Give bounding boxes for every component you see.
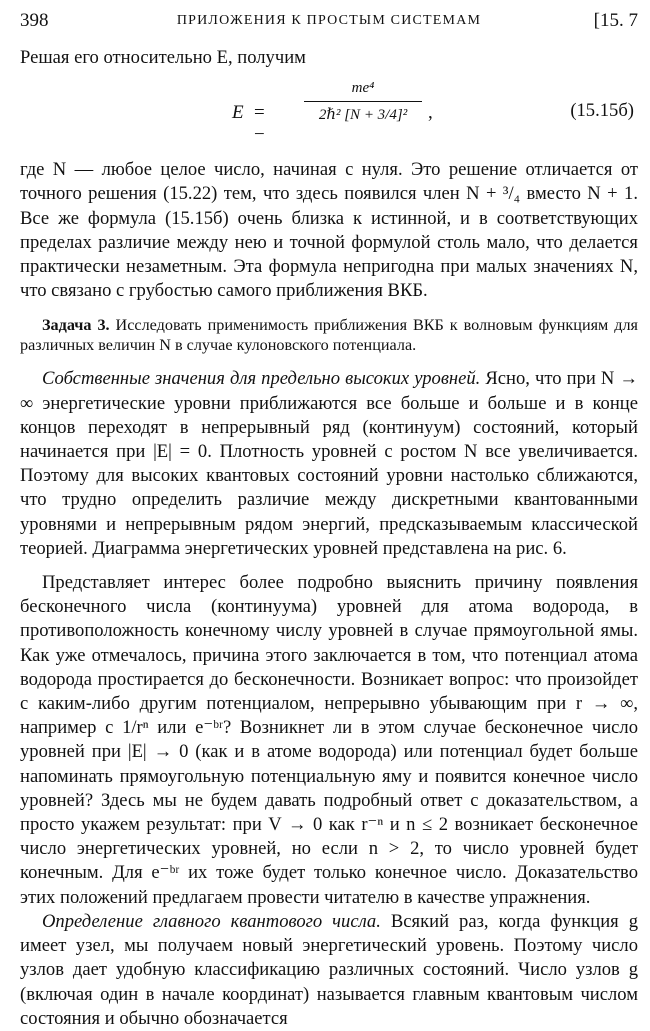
paragraph-1: где N — любое целое число, начиная с нуля. Это решение отличается от точного решения (15.22) тем, что здесь появился член N + ³/₄ вместо N + 1. Все же формула (15.15б) очень близка к истинной, и в соответствующих пределах различие между нею и точной формулой столь мало, что делается практически незаметным. Эта формула непригодна при малых значениях N, что связано с грубостью самого приближения ВКБ. — [20, 159, 638, 302]
equation-comma: , — [428, 102, 433, 124]
paragraph-2-text: Ясно, что при N → ∞ энергетические уровни приближаются все больше и больше и в конце концов переходят в непрерывный ряд (континуум) состояний, который начинается при |E| = 0. Плотность уровней с ростом N все увеличивается. Поэтому для высоких квантовых состояний уровни настолько сближаются, что трудно определить различие между дискретными квантованными уровнями и непрерывным рядом энергий, предсказываемым классической теорией. Диаграмма энергетических уровней представлена на рис. 6. — [20, 368, 638, 559]
running-title: ПРИЛОЖЕНИЯ К ПРОСТЫМ СИСТЕМАМ — [176, 13, 482, 28]
equation-number: (15.15б) — [570, 100, 634, 122]
task-text: Исследовать применимость приближения ВКБ к волновым функциям для различных величин N в случае кулоновского потенциала. — [20, 316, 639, 355]
section-number: [15. 7 — [593, 10, 638, 31]
equation-lhs: E — [232, 102, 244, 124]
fraction-numerator: me⁴ — [351, 80, 375, 97]
paragraph-4-title: Определение главного квантового числа. — [42, 910, 381, 932]
equation-15-15b — [20, 70, 638, 158]
page-number: 398 — [20, 10, 49, 31]
running-header — [20, 10, 638, 36]
intro-line: Решая его относительно E, получим — [20, 47, 306, 68]
task-3 — [20, 315, 638, 355]
paragraph-4-text: Всякий раз, когда функция g имеет узел, мы получаем новый энергетический уровень. Поэтому число узлов дает удобную классификацию различных состояний. Число узлов g (включая один в начале координат) называется главным квантовым числом состояния и обычно обозначается — [20, 910, 638, 1029]
paragraph-4 — [20, 910, 638, 1031]
page-body — [20, 46, 638, 1031]
fraction-denominator: 2ℏ² [N + 3/4]² — [318, 107, 408, 124]
equation-relation: = − — [254, 102, 265, 146]
paragraph-2-title: Собственные значения для предельно высоких уровней. — [42, 368, 481, 390]
task-label: Задача 3. — [42, 316, 110, 335]
paragraph-2 — [20, 367, 638, 561]
paragraph-3: Представляет интерес более подробно выяснить причину появления бесконечного числа (континуума) уровней для атома водорода, в противоположность конечному числу уровней в случае прямоугольной ямы. Как уже отмечалось, причина этого заключается в том, что потенциал атома водорода простирается до бесконечности. Возникает вопрос: что произойдет с каким-либо другим потенциалом, непрерывно убывающим при r → ∞, например с 1/rⁿ или e⁻ᵇʳ? Возникнет ли в этом случае бесконечное число уровней при |E| → 0 (как и в атоме водорода) или потенциал будет больше напоминать прямоугольную потенциальную яму и появится конечное число уровней? Здесь мы не будем давать подробный ответ с доказательством, а просто укажем результат: при V → 0 как r⁻ⁿ и n ≤ 2 возникает бесконечное число энергетических уровней, но если n > 2, то число уровней будет конечным. Для e⁻ᵇʳ их тоже будет только конечное число. Доказательство этих положений предлагаем провести читателю в качестве упражнения. — [20, 572, 638, 908]
fraction-bar — [304, 101, 422, 102]
equation-fraction — [304, 76, 422, 124]
